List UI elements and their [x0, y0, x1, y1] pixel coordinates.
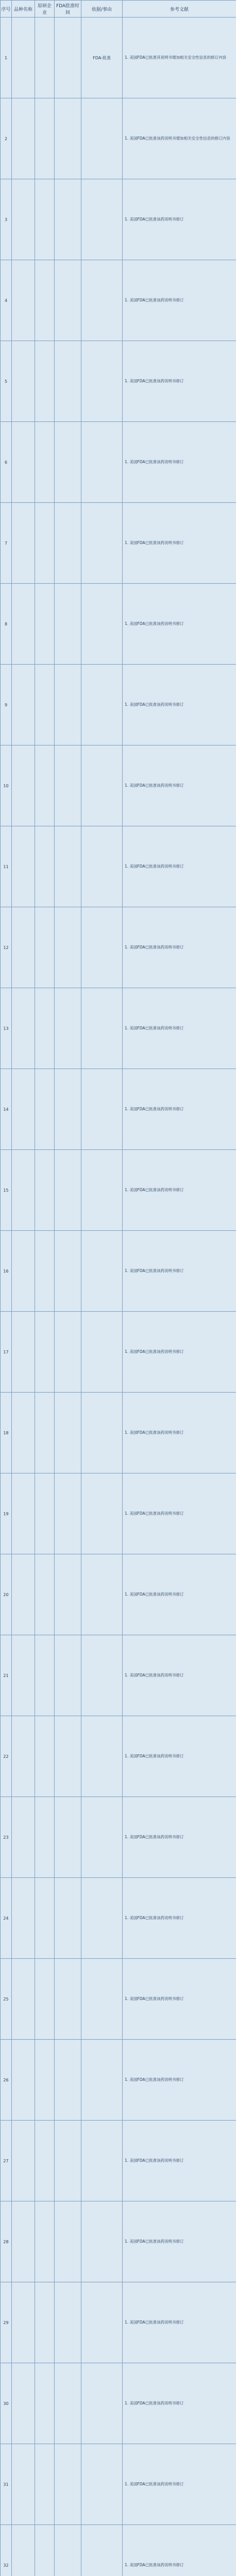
row-no: 12 [1, 907, 12, 988]
row-drug-name [12, 1797, 35, 1878]
row-basis [81, 260, 123, 341]
row-date [55, 1393, 81, 1473]
row-company [35, 422, 55, 503]
row-no: 10 [1, 745, 12, 826]
row-basis: FDA-批准 [81, 18, 123, 98]
row-company [35, 907, 55, 988]
row-no: 32 [1, 2525, 12, 2576]
row-reference: 1. 美国FDA已批准该药说明书修订 [123, 2444, 236, 2525]
row-no: 7 [1, 503, 12, 584]
row-no: 1 [1, 18, 12, 98]
row-drug-name [12, 2282, 35, 2363]
row-company [35, 1312, 55, 1393]
table-row [1, 341, 236, 422]
row-company [35, 988, 55, 1069]
table-row [1, 422, 236, 503]
row-company [35, 826, 55, 907]
row-basis [81, 2040, 123, 2121]
row-company [35, 98, 55, 179]
row-no: 27 [1, 2121, 12, 2201]
row-no: 20 [1, 1554, 12, 1635]
row-date [55, 2363, 81, 2444]
row-reference: 1. 美国FDA已批准该药说明书修订 [123, 1231, 236, 1312]
row-basis [81, 422, 123, 503]
row-company [35, 1393, 55, 1473]
row-basis [81, 1150, 123, 1231]
row-drug-name [12, 826, 35, 907]
row-drug-name [12, 2121, 35, 2201]
row-drug-name [12, 1150, 35, 1231]
row-date [55, 260, 81, 341]
row-no: 28 [1, 2201, 12, 2282]
row-drug-name [12, 341, 35, 422]
header-ref: 参考文献 [123, 1, 236, 18]
row-basis [81, 1716, 123, 1797]
row-basis [81, 1797, 123, 1878]
row-date [55, 1312, 81, 1393]
row-reference: 1. 美国FDA已批准该药说明书修订 [123, 2363, 236, 2444]
row-company [35, 341, 55, 422]
row-basis [81, 2363, 123, 2444]
row-drug-name [12, 907, 35, 988]
row-basis [81, 1959, 123, 2040]
row-drug-name [12, 1473, 35, 1554]
row-no: 18 [1, 1393, 12, 1473]
row-drug-name [12, 1231, 35, 1312]
row-drug-name [12, 260, 35, 341]
table-row [1, 2444, 236, 2525]
row-drug-name [12, 2444, 35, 2525]
row-date [55, 907, 81, 988]
row-reference: 1. 美国FDA已批准该药说明书修订 [123, 1312, 236, 1393]
row-basis [81, 907, 123, 988]
row-reference: 1. 美国FDA已批准该药说明书增加相关安全性信息的修订内容 [123, 98, 236, 179]
row-reference: 1. 美国FDA已批准该药说明书修订 [123, 665, 236, 745]
row-drug-name [12, 1959, 35, 2040]
row-no: 5 [1, 341, 12, 422]
row-reference: 1. 美国FDA已批准该药说明书修订 [123, 2121, 236, 2201]
row-no: 19 [1, 1473, 12, 1554]
row-date [55, 584, 81, 665]
row-basis [81, 1069, 123, 1150]
row-reference: 1. 美国FDA已批准该药说明书修订 [123, 1473, 236, 1554]
row-date [55, 2040, 81, 2121]
row-date [55, 2525, 81, 2576]
table-row [1, 2121, 236, 2201]
row-reference: 1. 美国FDA已批准该药说明书修订 [123, 1716, 236, 1797]
row-basis [81, 988, 123, 1069]
row-no: 15 [1, 1150, 12, 1231]
table-header-row [1, 1, 236, 18]
row-basis [81, 2201, 123, 2282]
row-company [35, 2040, 55, 2121]
header-name: 品种名称 [12, 1, 35, 18]
row-company [35, 1473, 55, 1554]
row-reference: 1. 美国FDA已批准该药说明书修订 [123, 2282, 236, 2363]
row-date [55, 1231, 81, 1312]
row-company [35, 665, 55, 745]
row-no: 26 [1, 2040, 12, 2121]
row-date [55, 18, 81, 98]
row-company [35, 2363, 55, 2444]
table-row [1, 584, 236, 665]
row-date [55, 1554, 81, 1635]
row-drug-name [12, 1554, 35, 1635]
header-basis: 依据/事由 [81, 1, 123, 18]
row-no: 16 [1, 1231, 12, 1312]
row-drug-name [12, 98, 35, 179]
row-no: 21 [1, 1635, 12, 1716]
row-reference: 1. 美国FDA已批准该药说明书修订 [123, 179, 236, 260]
row-company [35, 1878, 55, 1959]
row-date [55, 98, 81, 179]
row-company [35, 745, 55, 826]
row-date [55, 1959, 81, 2040]
row-reference: 1. 美国FDA已批准该药说明书修订 [123, 1635, 236, 1716]
row-basis [81, 341, 123, 422]
row-basis [81, 584, 123, 665]
row-company [35, 1716, 55, 1797]
row-basis [81, 179, 123, 260]
row-drug-name [12, 1393, 35, 1473]
row-no: 13 [1, 988, 12, 1069]
table-row [1, 260, 236, 341]
row-company [35, 1635, 55, 1716]
row-date [55, 1797, 81, 1878]
row-basis [81, 826, 123, 907]
table-row [1, 2201, 236, 2282]
row-company [35, 2201, 55, 2282]
row-basis [81, 2121, 123, 2201]
table-row [1, 1473, 236, 1554]
table-row [1, 826, 236, 907]
row-date [55, 1069, 81, 1150]
row-reference: 1. 美国FDA已批准该药说明书修订 [123, 2040, 236, 2121]
table-row [1, 1635, 236, 1716]
row-date [55, 2201, 81, 2282]
table-row [1, 907, 236, 988]
row-reference: 1. 美国FDA已批准该药说明书修订 [123, 341, 236, 422]
row-date [55, 503, 81, 584]
table-row [1, 1878, 236, 1959]
row-drug-name [12, 2363, 35, 2444]
row-company [35, 2121, 55, 2201]
table-row [1, 2040, 236, 2121]
row-date [55, 988, 81, 1069]
row-drug-name [12, 503, 35, 584]
row-basis [81, 1231, 123, 1312]
table-row [1, 1231, 236, 1312]
row-company [35, 2444, 55, 2525]
row-date [55, 341, 81, 422]
row-no: 11 [1, 826, 12, 907]
table-row [1, 988, 236, 1069]
header-company: 原研企业 [35, 1, 55, 18]
table-row [1, 1554, 236, 1635]
row-company [35, 18, 55, 98]
row-reference: 1. 美国FDA已批准该药说明书修订 [123, 1069, 236, 1150]
row-date [55, 2121, 81, 2201]
row-no: 25 [1, 1959, 12, 2040]
table-row [1, 18, 236, 98]
row-drug-name [12, 665, 35, 745]
row-date [55, 2282, 81, 2363]
row-reference: 1. 美国FDA已批准该药说明书修订 [123, 745, 236, 826]
table-row [1, 1959, 236, 2040]
row-basis [81, 1635, 123, 1716]
row-reference: 1. 美国FDA已批准该药说明书修订 [123, 503, 236, 584]
table-row [1, 2525, 236, 2576]
row-basis [81, 1554, 123, 1635]
header-date: FDA批准时间 [55, 1, 81, 18]
row-date [55, 422, 81, 503]
row-basis [81, 2282, 123, 2363]
row-company [35, 1069, 55, 1150]
row-company [35, 584, 55, 665]
row-basis [81, 503, 123, 584]
row-basis [81, 2444, 123, 2525]
row-company [35, 503, 55, 584]
row-reference: 1. 美国FDA已批准该药说明书修订 [123, 1554, 236, 1635]
row-company [35, 2525, 55, 2576]
row-company [35, 1554, 55, 1635]
row-reference: 1. 美国FDA已批准该药说明书修订 [123, 1797, 236, 1878]
row-no: 22 [1, 1716, 12, 1797]
row-drug-name [12, 2525, 35, 2576]
header-no: 序号 [1, 1, 12, 18]
row-basis [81, 1878, 123, 1959]
row-drug-name [12, 1069, 35, 1150]
row-basis [81, 1473, 123, 1554]
row-drug-name [12, 422, 35, 503]
row-reference: 1. 美国FDA已批准该药说明书修订 [123, 907, 236, 988]
row-basis [81, 665, 123, 745]
row-date [55, 665, 81, 745]
table-row [1, 1797, 236, 1878]
row-reference: 1. 美国FDA已批准其说明书增加相关安全性信息的修订内容 [123, 18, 236, 98]
row-drug-name [12, 584, 35, 665]
row-reference: 1. 美国FDA已批准该药说明书修订 [123, 2525, 236, 2576]
row-no: 9 [1, 665, 12, 745]
row-company [35, 179, 55, 260]
row-date [55, 1473, 81, 1554]
row-company [35, 260, 55, 341]
row-basis [81, 98, 123, 179]
row-reference: 1. 美国FDA已批准该药说明书修订 [123, 1878, 236, 1959]
row-no: 17 [1, 1312, 12, 1393]
table-row [1, 665, 236, 745]
row-company [35, 1150, 55, 1231]
table-body [1, 18, 236, 2576]
table-row [1, 503, 236, 584]
row-drug-name [12, 1716, 35, 1797]
row-no: 29 [1, 2282, 12, 2363]
row-reference: 1. 美国FDA已批准该药说明书修订 [123, 1393, 236, 1473]
row-basis [81, 745, 123, 826]
row-date [55, 1150, 81, 1231]
row-no: 4 [1, 260, 12, 341]
table-row [1, 98, 236, 179]
row-no: 3 [1, 179, 12, 260]
row-drug-name [12, 18, 35, 98]
row-date [55, 2444, 81, 2525]
row-drug-name [12, 2040, 35, 2121]
row-drug-name [12, 1878, 35, 1959]
row-basis [81, 1312, 123, 1393]
row-company [35, 2282, 55, 2363]
row-drug-name [12, 1635, 35, 1716]
table-row [1, 1312, 236, 1393]
table-row [1, 1716, 236, 1797]
row-no: 8 [1, 584, 12, 665]
row-drug-name [12, 988, 35, 1069]
table-row [1, 179, 236, 260]
row-date [55, 745, 81, 826]
table-row [1, 2363, 236, 2444]
row-drug-name [12, 745, 35, 826]
row-drug-name [12, 179, 35, 260]
table-row [1, 1069, 236, 1150]
row-date [55, 1635, 81, 1716]
row-reference: 1. 美国FDA已批准该药说明书修订 [123, 584, 236, 665]
table-row [1, 1150, 236, 1231]
table-row [1, 1393, 236, 1473]
row-date [55, 1878, 81, 1959]
row-no: 30 [1, 2363, 12, 2444]
row-basis [81, 2525, 123, 2576]
row-date [55, 1716, 81, 1797]
row-no: 6 [1, 422, 12, 503]
row-no: 2 [1, 98, 12, 179]
row-company [35, 1231, 55, 1312]
row-basis [81, 1393, 123, 1473]
row-no: 14 [1, 1069, 12, 1150]
row-date [55, 826, 81, 907]
row-company [35, 1959, 55, 2040]
row-reference: 1. 美国FDA已批准该药说明书修订 [123, 988, 236, 1069]
row-drug-name [12, 2201, 35, 2282]
row-reference: 1. 美国FDA已批准该药说明书修订 [123, 2201, 236, 2282]
row-reference: 1. 美国FDA已批准该药说明书修订 [123, 826, 236, 907]
table-row [1, 745, 236, 826]
row-reference: 1. 美国FDA已批准该药说明书修订 [123, 1150, 236, 1231]
row-drug-name [12, 1312, 35, 1393]
row-reference: 1. 美国FDA已批准该药说明书修订 [123, 260, 236, 341]
row-no: 24 [1, 1878, 12, 1959]
row-reference: 1. 美国FDA已批准该药说明书修订 [123, 1959, 236, 2040]
row-no: 31 [1, 2444, 12, 2525]
table-row [1, 2282, 236, 2363]
row-reference: 1. 美国FDA已批准该药说明书修订 [123, 422, 236, 503]
row-no: 23 [1, 1797, 12, 1878]
row-date [55, 179, 81, 260]
row-company [35, 1797, 55, 1878]
